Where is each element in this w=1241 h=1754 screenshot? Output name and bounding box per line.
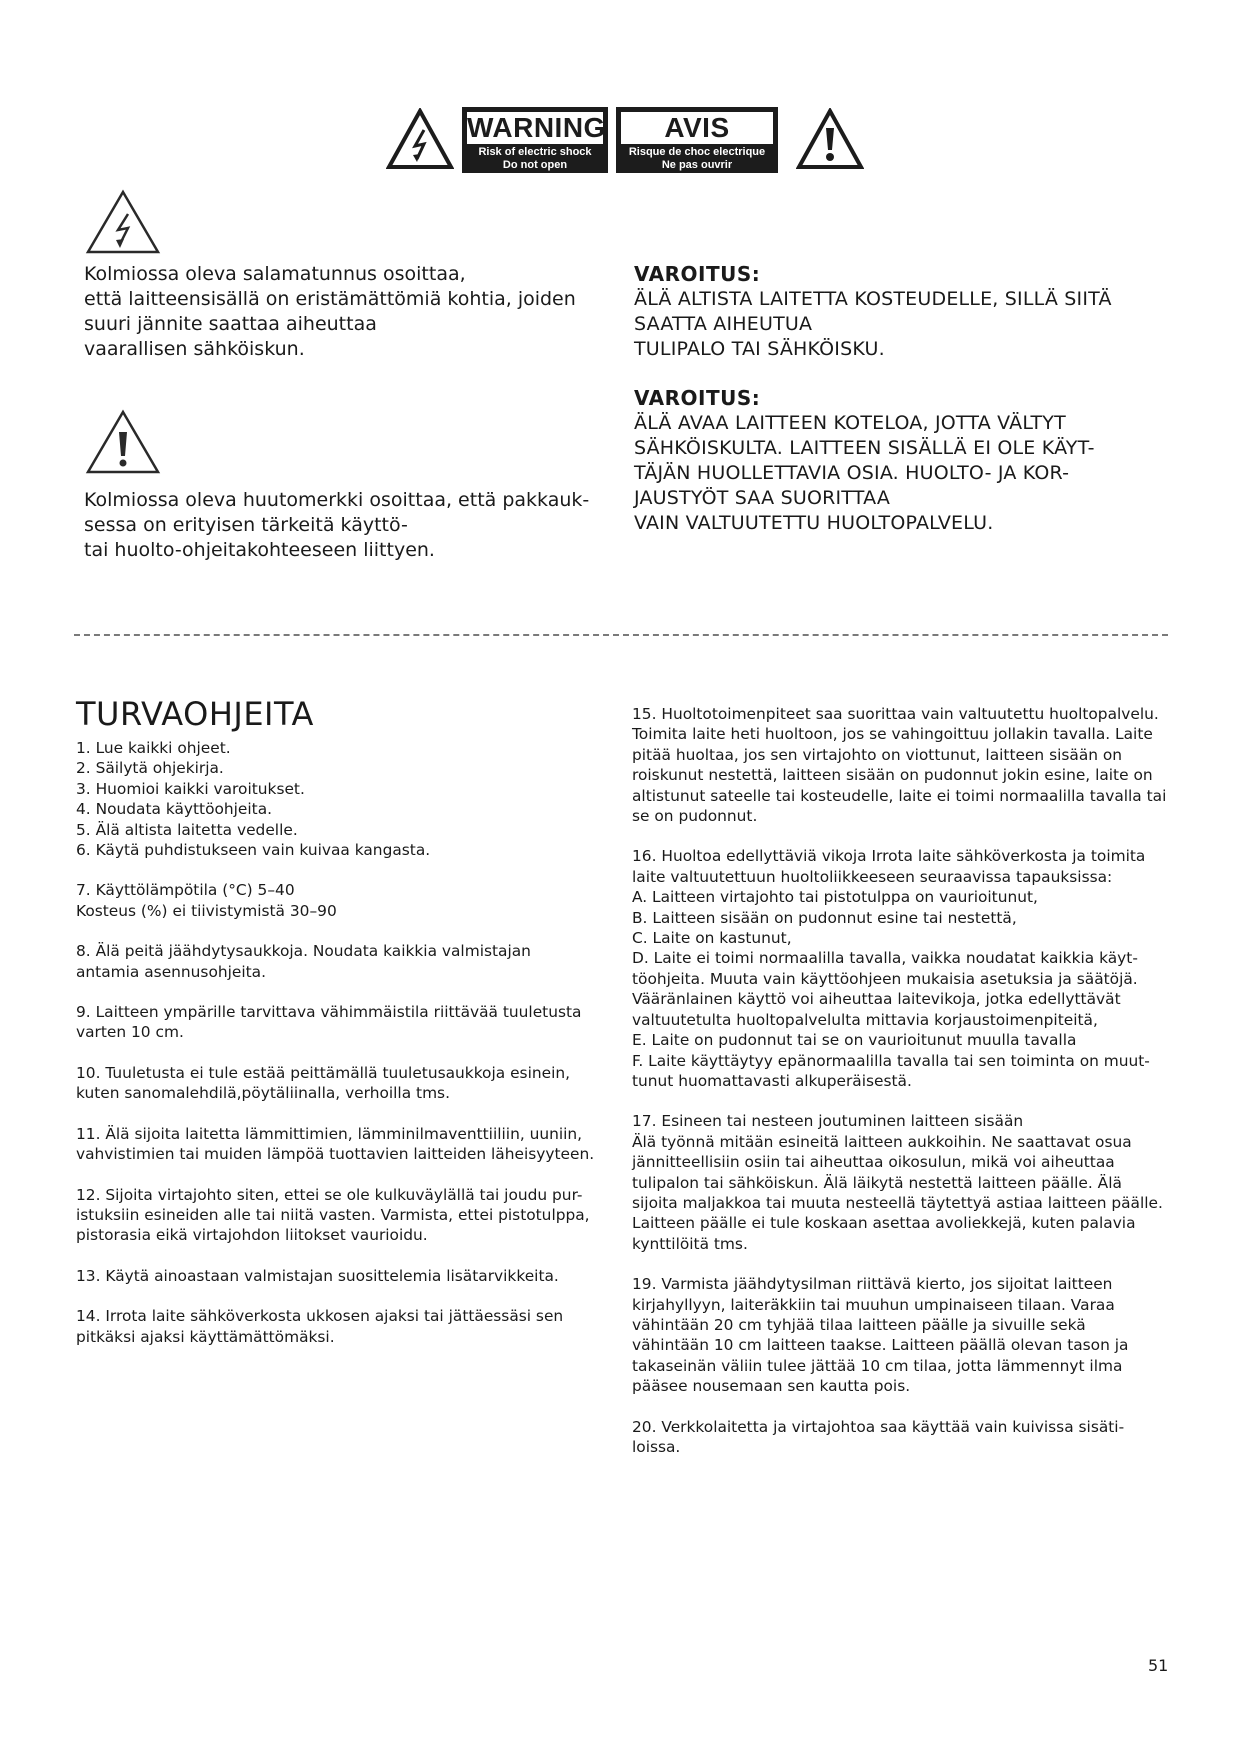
text-line: suuri jännite saattaa aiheuttaa xyxy=(84,313,377,335)
text-line: B. Laitteen sisään on pudonnut esine tai nestettä, xyxy=(632,908,1017,927)
text-line: jännitteellisiin osiin tai aiheuttaa oikosulun, mikä voi aiheuttaa xyxy=(632,1153,1115,1172)
text-line: sessa on erityisen tärkeitä käyttö- xyxy=(84,514,408,536)
text-line: F. Laite käyttäytyy epänormaalilla tavalla tai sen toiminta on muut- xyxy=(632,1051,1150,1070)
text-line: 15. Huoltotoimenpiteet saa suorittaa vain valtuutettu huoltopalvelu. xyxy=(632,705,1159,723)
text-line: 19. Varmista jäähdytysilman riittävä kierto, jos sijoitat laitteen xyxy=(632,1275,1113,1294)
text-line: Toimita laite heti huoltoon, jos se vahingoittuu jollakin tavalla. Laite xyxy=(632,725,1153,744)
text-line: vähintään 20 cm tyhjää tilaa laitteen päälle ja sivuille sekä xyxy=(632,1315,1086,1334)
lightning-warning-icon xyxy=(386,108,454,170)
text-line: TÄJÄN HUOLLETTAVIA OSIA. HUOLTO- JA KOR- xyxy=(634,462,1070,484)
text-line: se on pudonnut. xyxy=(632,807,758,826)
list-item: Kosteus (%) ei tiivistymistä 30–90 xyxy=(76,901,337,920)
list-item: pistorasia eikä virtajohdon liitokset vaurioidu. xyxy=(76,1226,428,1245)
list-item: 1. Lue kaikki ohjeet. xyxy=(76,739,231,757)
warning-heading: VAROITUS: xyxy=(634,262,761,286)
list-item: 10. Tuuletusta ei tule estää peittämällä tuuletusaukkoja esinein, xyxy=(76,1063,570,1082)
list-item: 8. Älä peitä jäähdytysaukkoja. Noudata kaikkia valmistajan xyxy=(76,942,531,961)
list-item: 7. Käyttölämpötila (°C) 5–40 xyxy=(76,881,295,900)
text-line: SAATTA AIHEUTUA xyxy=(634,313,813,335)
list-item: istuksiin esineiden alle tai niitä vasten. Varmista, ettei pistotulppa, xyxy=(76,1205,590,1224)
warning-label-box xyxy=(462,107,608,173)
list-item: 9. Laitteen ympärille tarvittava vähimmäistila riittävää tuuletusta xyxy=(76,1003,582,1022)
list-item: 12. Sijoita virtajohto siten, ettei se ole kulkuväylällä tai joudu pur- xyxy=(76,1185,583,1204)
page-number: 51 xyxy=(1148,1656,1169,1675)
text-line: Älä työnnä mitään esineitä laitteen aukkoihin. Ne saattavat osua xyxy=(632,1132,1132,1151)
text-line: tunut huomattavasti alkuperäisestä. xyxy=(632,1071,912,1090)
list-item: 3. Huomioi kaikki varoitukset. xyxy=(76,779,305,798)
safety-list-right xyxy=(632,704,1172,1457)
list-item: 11. Älä sijoita laitetta lämmittimien, lämminilmaventtiiliin, uuniin, xyxy=(76,1124,583,1143)
warning-block-enclosure xyxy=(634,386,1174,536)
item-20 xyxy=(632,1417,1172,1458)
item-17 xyxy=(632,1111,1172,1254)
text-line: ÄLÄ AVAA LAITTEEN KOTELOA, JOTTA VÄLTYT xyxy=(634,412,1066,434)
text-line: JAUSTYÖT SAA SUORITTAA xyxy=(634,487,891,509)
text-line: VAIN VALTUUTETTU HUOLTOPALVELU. xyxy=(634,512,994,534)
text-line: vähintään 10 cm laitteen taakse. Laitteen päällä olevan tason ja xyxy=(632,1336,1129,1355)
text-line: tulipalon tai sähköiskun. Älä läikytä nestettä laitteen päälle. Älä xyxy=(632,1173,1122,1192)
text-line: 20. Verkkolaitetta ja virtajohtoa saa käyttää vain kuivissa sisäti- xyxy=(632,1417,1125,1436)
text-line: tai huolto-ohjeitakohteeseen liittyen. xyxy=(84,539,435,561)
text-line: Vääränlainen käyttö voi aiheuttaa laitevikoja, jotka edellyttävät xyxy=(632,990,1121,1009)
warning-title: WARNING xyxy=(467,112,606,143)
text-line: kynttilöitä tms. xyxy=(632,1234,748,1253)
text-line: E. Laite on pudonnut tai se on vaurioitunut muulla tavalla xyxy=(632,1031,1077,1050)
text-line: altistunut sateelle tai kosteudelle, laite ei toimi normaalilla tavalla tai xyxy=(632,786,1167,805)
list-item: varten 10 cm. xyxy=(76,1023,184,1042)
lightning-symbol-description xyxy=(84,262,604,362)
warning-heading: VAROITUS: xyxy=(634,386,761,410)
warning-line-1: Risk of electric shock xyxy=(478,146,592,158)
list-item: pitkäksi ajaksi käyttämättömäksi. xyxy=(76,1327,335,1346)
text-line: ÄLÄ ALTISTA LAITETTA KOSTEUDELLE, SILLÄ SIITÄ xyxy=(634,288,1112,310)
warning-line-2: Do not open xyxy=(502,159,568,171)
list-item: 2. Säilytä ohjekirja. xyxy=(76,759,224,778)
warning-block-moisture xyxy=(634,262,1174,362)
list-item: 4. Noudata käyttöohjeita. xyxy=(76,800,273,819)
text-line: D. Laite ei toimi normaalilla tavalla, vaikka noudatat kaikkia käyt- xyxy=(632,949,1138,968)
text-line: SÄHKÖISKULTA. LAITTEEN SISÄLLÄ EI OLE KÄYT- xyxy=(634,437,1095,459)
section-title: TURVAOHJEITA xyxy=(76,695,314,733)
text-line: takaseinän väliin tulee jättää 10 cm tilaa, jotta lämmennyt ilma xyxy=(632,1356,1123,1375)
text-line: töohjeita. Muuta vain käyttöohjeen mukaisia asetuksia ja säätöjä. xyxy=(632,969,1138,988)
dashed-divider xyxy=(74,634,1168,636)
text-line: 16. Huoltoa edellyttäviä vikoja Irrota laite sähköverkosta ja toimita xyxy=(632,847,1146,866)
text-line: Laitteen päälle ei tule koskaan asettaa avoliekkejä, kuten palavia xyxy=(632,1214,1136,1233)
text-line: TULIPALO TAI SÄHKÖISKU. xyxy=(634,338,885,360)
text-line: 17. Esineen tai nesteen joutuminen laitteen sisään xyxy=(632,1112,1024,1131)
list-item: 5. Älä altista laitetta vedelle. xyxy=(76,820,298,839)
text-line: kirjahyllyyn, laiteräkkiin tai muuhun umpinaiseen tilaan. Varaa xyxy=(632,1295,1115,1314)
avis-title: AVIS xyxy=(621,112,773,144)
text-line: Kolmiossa oleva huutomerkki osoittaa, että pakkauk- xyxy=(84,489,590,511)
item-15 xyxy=(632,704,1172,826)
text-line: että laitteensisällä on eristämättömiä kohtia, joiden xyxy=(84,288,576,310)
text-line: C. Laite on kastunut, xyxy=(632,929,792,948)
text-line: pääsee nousemaan sen kautta pois. xyxy=(632,1377,911,1396)
text-line: laite valtuutettuun huoltoliikkeeseen seuraavissa tapauksissa: xyxy=(632,867,1113,886)
list-item: antamia asennusohjeita. xyxy=(76,962,266,981)
lightning-triangle-icon xyxy=(84,188,162,256)
text-line: sijoita maljakkoa tai muuta nesteellä täytettyä astiaa laitteen päälle. xyxy=(632,1193,1163,1212)
text-line: valtuutetulta huoltopalvelulta mittavia korjaustoimenpiteitä, xyxy=(632,1010,1098,1029)
text-line: A. Laitteen virtajohto tai pistotulppa on vaurioitunut, xyxy=(632,888,1038,907)
exclamation-triangle-icon xyxy=(84,408,162,476)
text-line: vaarallisen sähköiskun. xyxy=(84,338,305,360)
text-line: roiskunut nestettä, laitteen sisään on pudonnut jokin esine, laite on xyxy=(632,766,1153,785)
avis-line-1: Risque de choc electrique xyxy=(628,146,766,158)
exclamation-warning-icon xyxy=(796,108,864,170)
text-line: pitää huoltaa, jos sen virtajohto on viottunut, laitteen sisään on xyxy=(632,745,1123,764)
list-item: vahvistimien tai muiden lämpöä tuottavien laitteiden läheisyyteen. xyxy=(76,1145,595,1164)
list-item: 13. Käytä ainoastaan valmistajan suosittelemia lisätarvikkeita. xyxy=(76,1266,559,1285)
list-item: 6. Käytä puhdistukseen vain kuivaa kangasta. xyxy=(76,841,431,860)
exclamation-symbol-description xyxy=(84,488,624,563)
item-19 xyxy=(632,1274,1172,1396)
item-16 xyxy=(632,846,1172,1091)
list-item: 14. Irrota laite sähköverkosta ukkosen ajaksi tai jättäessäsi sen xyxy=(76,1307,564,1326)
text-line: loissa. xyxy=(632,1438,681,1456)
list-item: kuten sanomalehdilä,pöytäliinalla, verhoilla tms. xyxy=(76,1084,450,1103)
safety-list-left xyxy=(76,738,595,1347)
avis-line-2: Ne pas ouvrir xyxy=(661,159,733,171)
avis-label-box xyxy=(616,107,778,173)
text-line: Kolmiossa oleva salamatunnus osoittaa, xyxy=(84,263,466,285)
